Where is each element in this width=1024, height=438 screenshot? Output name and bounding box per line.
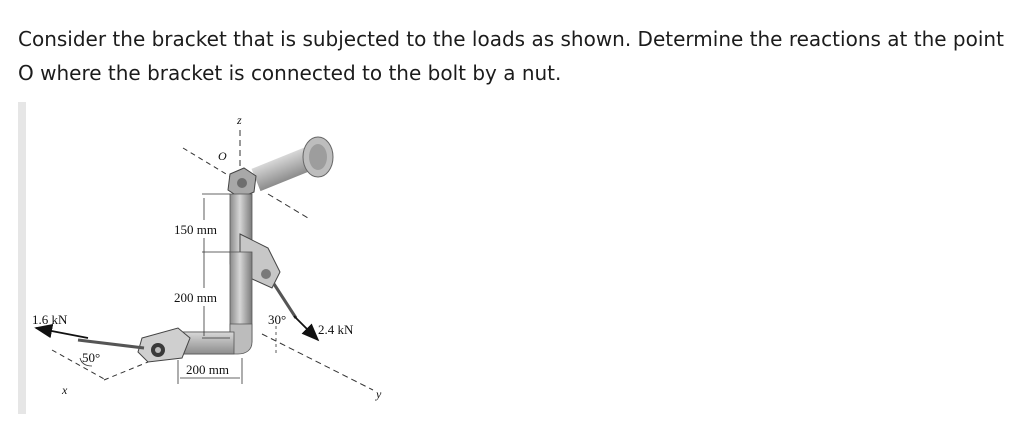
bracket-figure	[18, 102, 398, 414]
wall-shade	[18, 102, 26, 414]
z-axis-label: z	[237, 113, 242, 127]
x-ref-dashed	[104, 362, 148, 380]
upper-dashed	[268, 194, 308, 218]
rod-left	[78, 340, 144, 348]
question-text: Consider the bracket that is subjected to the loads as shown. Determine the reactions at the point O where the bracket is connected to the bolt by a nut.	[18, 27, 1004, 85]
o-leader	[183, 148, 236, 180]
bracket-diagram	[18, 102, 398, 414]
y-axis-label: y	[376, 387, 382, 401]
dim-200-horizontal-label: 200 mm	[186, 362, 229, 377]
y-axis-dashed	[262, 334, 373, 390]
force-arrow-1-6	[36, 328, 88, 338]
x-axis-label: x	[62, 383, 68, 397]
load-2-4-label: 2.4 kN	[318, 322, 354, 337]
load-1-6-label: 1.6 kN	[32, 312, 68, 327]
dim-150-label: 150 mm	[174, 222, 217, 237]
force-arrow-2-4	[294, 316, 318, 340]
bolt-cylinder	[252, 137, 333, 191]
dim-200-vertical-label: 200 mm	[174, 290, 217, 305]
point-o-label: O	[218, 149, 227, 163]
angle-30-label: 30°	[268, 312, 287, 327]
angle-50-label: 50°	[82, 350, 101, 365]
nut	[228, 168, 256, 198]
clevis-left	[138, 328, 190, 362]
